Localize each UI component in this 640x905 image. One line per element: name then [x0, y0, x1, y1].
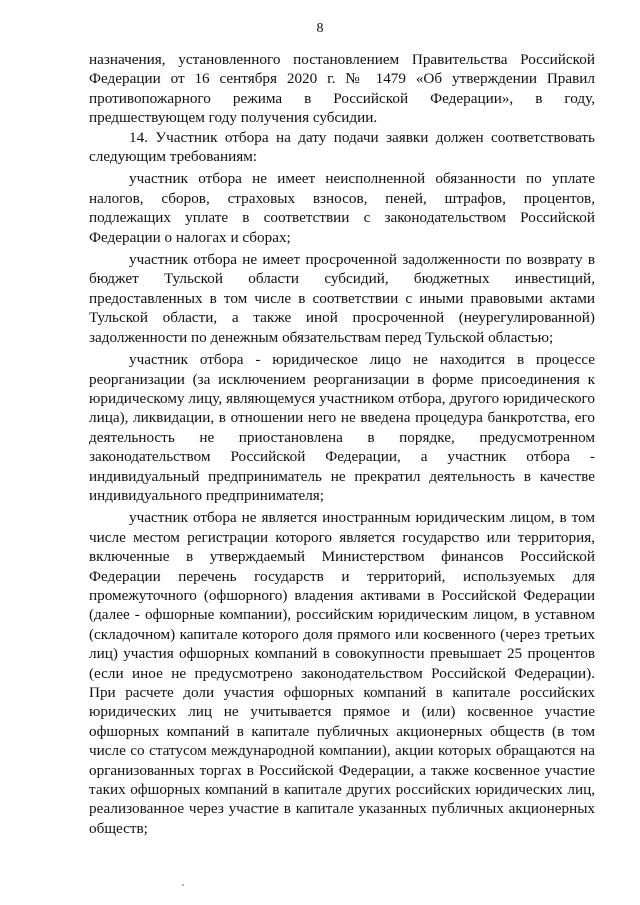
paragraph-requirement-reorganization: участник отбора - юридическое лицо не находится в процессе реорганизации (за исключением реорганизации в форме присоединения к юридическому лицу, являющемуся участником отбора, другого юридического лица), ликвидации, в отношении него не введена процедура банкротства, его деятельность не приостановлена в порядке, предусмотренном законодательством Российской Федерации, а участник отбора - индивидуальный предприниматель не прекратил деятельность в качестве индивидуального предпринимателя;: [89, 351, 595, 504]
paragraph-requirement-debt: участник отбора не имеет просроченной задолженности по возврату в бюджет Тульской области субсидий, бюджетных инвестиций, предоставленных в том числе в соответствии с иными правовыми актами Тульской области, а также иной просроченной (неурегулированной) задолженности по денежным обязательствам перед Тульской областью;: [89, 251, 595, 346]
document-body: [89, 50, 595, 838]
paragraph-item-14: 14. Участник отбора на дату подачи заявки должен соответствовать следующим требованиям:: [89, 128, 595, 166]
paragraph-continuation: назначения, установленного постановлением Правительства Российской Федерации от 16 сентября 2020 г. № 1479 «Об утверждении Правил противопожарного режима в Российской Федерации», в году, предшествующем году получения субсидии.: [89, 51, 595, 127]
paragraph-requirement-offshore: участник отбора не является иностранным юридическим лицом, в том числе местом регистрации которого является государство или территория, включенные в утверждаемый Министерством финансов Российской Федерации перечень государств и территорий, используемых для промежуточного (офшорного) владения активами в Российской Федерации (далее - офшорные компании), российским юридическим лицом, в уставном (складочном) капитале которого доля прямого или косвенного (через третьих лиц) участия офшорных компаний в совокупности превышает 25 процентов (если иное не предусмотрено законодательством Российской Федерации). При расчете доли участия офшорных компаний в капитале российских юридических лиц не учитывается прямое и (или) косвенное участие офшорных компаний в капитале публичных акционерных обществ (в том числе со статусом международной компании), акции которых обращаются на организованных торгах в Российской Федерации, а также косвенное участие таких офшорных компаний в капитале других российских юридических лиц, реализованное через участие в капитале указанных публичных акционерных обществ;: [89, 509, 595, 837]
paragraph-requirement-taxes: участник отбора не имеет неисполненной обязанности по уплате налогов, сборов, страховых взносов, пеней, штрафов, процентов, подлежащих уплате в соответствии с законодательством Российской Федерации о налогах и сборах;: [89, 170, 595, 246]
page-number: 8: [316, 21, 324, 36]
scan-artifact: [182, 884, 184, 886]
